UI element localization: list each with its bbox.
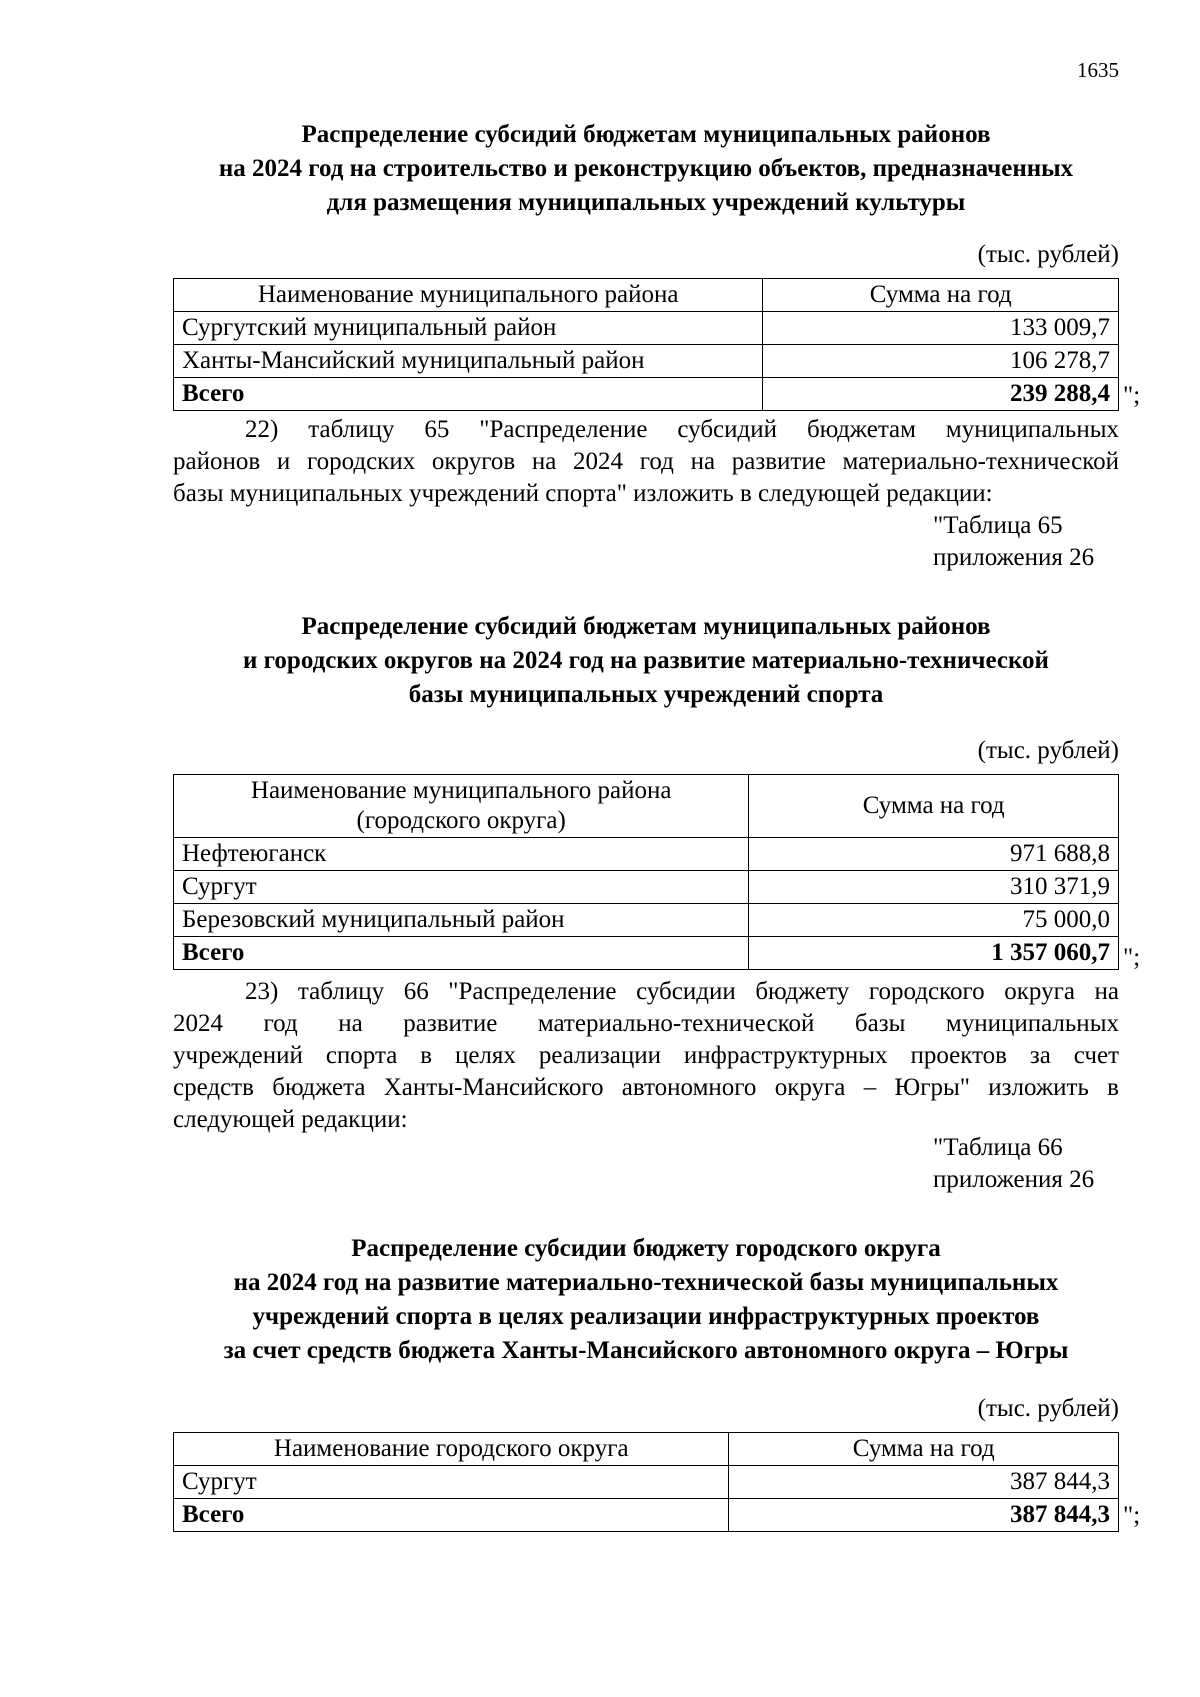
header-cell: Сумма на год [749,775,1119,838]
paragraph-line: районов и городских округов на 2024 год на развитие материально-технической [173,448,1119,475]
header-cell: Наименование муниципального района [174,279,763,312]
header-cell: Сумма на год [729,1433,1119,1466]
paragraph-23 [173,976,1119,1136]
table-row [174,1466,1119,1499]
title-line: на 2024 год на строительство и реконструкцию объектов, предназначенных [218,155,1074,182]
table-total-row [174,1499,1119,1532]
table-total-row [174,937,1119,970]
table-header-row [174,1433,1119,1466]
title-line: Распределение субсидий бюджетам муниципальных районов [301,613,991,640]
table-row [174,871,1119,904]
total-label: Всего [174,937,749,970]
reference-line: "Таблица 65 [933,512,1063,539]
section1-title [173,118,1119,220]
name-cell: Сургут [174,871,749,904]
title-line: на 2024 год на развитие материально-технической базы муниципальных [233,1269,1059,1296]
page-number: 1635 [1077,58,1119,82]
header-cell: Сумма на год [763,279,1119,312]
section2-unit: (тыс. рублей) [977,737,1119,764]
name-cell: Сургутский муниципальный район [174,312,763,345]
table-header-row [174,279,1119,312]
amount-cell: 310 371,9 [749,871,1119,904]
section1-table [173,278,1119,411]
total-amount: 1 357 060,7 [749,937,1119,970]
table-row [174,345,1119,378]
section2-title [173,610,1119,712]
paragraph-line: базы муниципальных учреждений спорта" изложить в следующей редакции: [173,480,993,507]
paragraph-line: 2024 год на развитие материально-технической базы муниципальных [173,1010,1119,1037]
table-row [174,838,1119,871]
table-header-row [174,775,1119,838]
table-total-row [174,378,1119,411]
paragraph-line: 22) таблицу 65 "Распределение субсидий бюджетам муниципальных [245,416,1119,443]
title-line: Распределение субсидий бюджетам муниципальных районов [301,121,991,148]
title-line: для размещения муниципальных учреждений культуры [326,189,966,216]
section2-table [173,774,1119,970]
amount-cell: 133 009,7 [763,312,1119,345]
total-amount: 239 288,4 [763,378,1119,411]
quote-end-mark: "; [1123,1502,1141,1529]
total-label: Всего [174,378,763,411]
section3-table [173,1432,1119,1532]
header-cell: Наименование городского округа [174,1433,729,1466]
total-amount: 387 844,3 [729,1499,1119,1532]
table-row [174,904,1119,937]
paragraph-line: средств бюджета Ханты-Мансийского автономного округа – Югры" изложить в [173,1074,1119,1101]
section3-title [173,1232,1119,1368]
title-line: Распределение субсидии бюджету городского округа [351,1235,941,1262]
reference-line: "Таблица 66 [933,1134,1063,1161]
name-cell: Сургут [174,1466,729,1499]
reference-line: приложения 26 [933,1166,1095,1193]
quote-end-mark: "; [1123,944,1141,971]
paragraph-line: 23) таблицу 66 "Распределение субсидии бюджету городского округа на [245,978,1119,1005]
amount-cell: 75 000,0 [749,904,1119,937]
paragraph-22 [173,414,1119,510]
paragraph-line: учреждений спорта в целях реализации инфраструктурных проектов за счет [173,1042,1119,1069]
header-cell: Наименование муниципального района (городского округа) [174,775,749,838]
section3-unit: (тыс. рублей) [977,1395,1119,1422]
table-reference-65 [933,510,1094,574]
table-reference-66 [933,1132,1094,1196]
title-line: учреждений спорта в целях реализации инфраструктурных проектов [252,1303,1040,1330]
name-cell: Ханты-Мансийский муниципальный район [174,345,763,378]
title-line: базы муниципальных учреждений спорта [408,681,884,708]
paragraph-line: следующей редакции: [173,1106,408,1133]
name-cell: Березовский муниципальный район [174,904,749,937]
name-cell: Нефтеюганск [174,838,749,871]
title-line: и городских округов на 2024 год на развитие материально-технической [243,647,1049,674]
total-label: Всего [174,1499,729,1532]
amount-cell: 971 688,8 [749,838,1119,871]
title-line: за счет средств бюджета Ханты-Мансийского автономного округа – Югры [223,1337,1069,1364]
section1-unit: (тыс. рублей) [977,241,1119,268]
amount-cell: 106 278,7 [763,345,1119,378]
quote-end-mark: "; [1123,382,1141,409]
table-row [174,312,1119,345]
amount-cell: 387 844,3 [729,1466,1119,1499]
reference-line: приложения 26 [933,544,1095,571]
